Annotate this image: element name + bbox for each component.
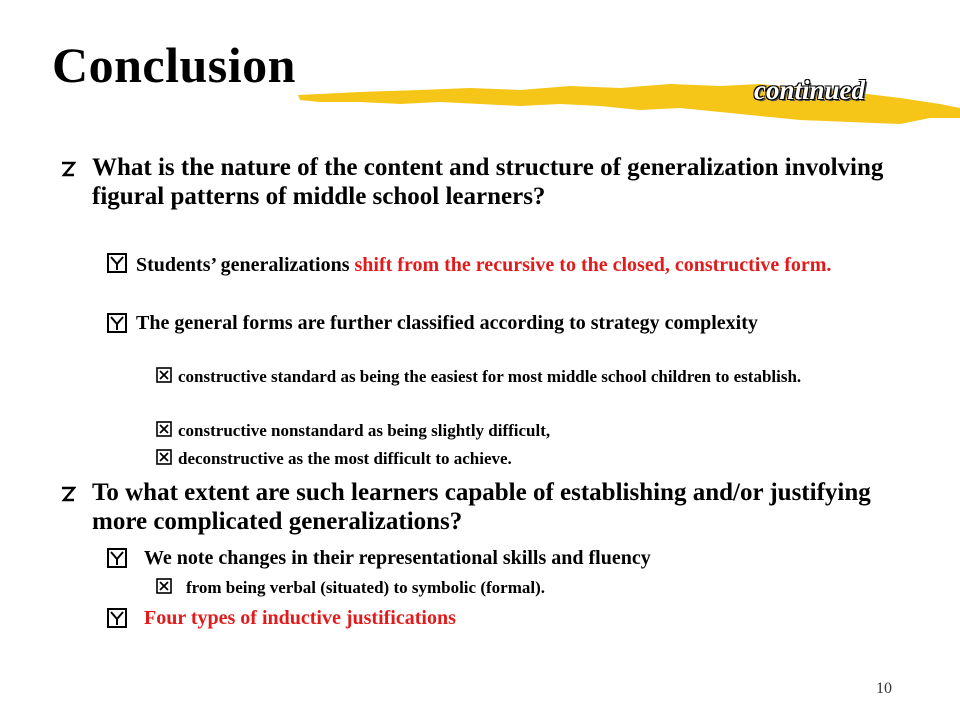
slide-title: Conclusion — [52, 37, 296, 93]
question-1-text: What is the nature of the content and structure of generalization involving figural patterns of middle school learners? — [92, 154, 884, 210]
y-checkbox-bullet-icon — [107, 608, 127, 628]
q1-point-1-text: Students’ generalizations — [136, 254, 355, 276]
z-bullet-icon — [60, 160, 76, 178]
x-checkbox-bullet-icon — [156, 367, 172, 383]
q2-point-1: We note changes in their representational skills and fluency — [144, 547, 651, 569]
page-number: 10 — [876, 680, 892, 697]
q1-subpoint-1: constructive standard as being the easiest for most middle school children to establish. — [178, 367, 802, 386]
x-checkbox-bullet-icon — [156, 449, 172, 465]
x-checkbox-bullet-icon — [156, 421, 172, 437]
x-checkbox-bullet-icon — [156, 578, 172, 594]
q1-point-2: The general forms are further classified according to strategy complexity — [136, 312, 758, 334]
slide-subtitle: continued — [754, 75, 866, 105]
q1-point-1-emphasis: shift from the recursive to the closed, constructive form. — [354, 254, 832, 276]
q1-subpoint-2: constructive nonstandard as being slightly difficult, — [178, 421, 551, 440]
q2-point-2: Four types of inductive justifications — [144, 607, 456, 629]
q1-subpoint-3: deconstructive as the most difficult to achieve. — [178, 449, 512, 468]
q1-point-1 — [136, 253, 896, 277]
y-checkbox-bullet-icon — [107, 313, 127, 333]
y-checkbox-bullet-icon — [107, 253, 127, 273]
z-bullet-icon — [60, 485, 76, 503]
y-checkbox-bullet-icon — [107, 548, 127, 568]
q2-subpoint-1: from being verbal (situated) to symbolic (formal). — [186, 578, 545, 597]
question-2-text: To what extent are such learners capable of establishing and/or justifying more complicated generalizations? — [92, 479, 871, 535]
